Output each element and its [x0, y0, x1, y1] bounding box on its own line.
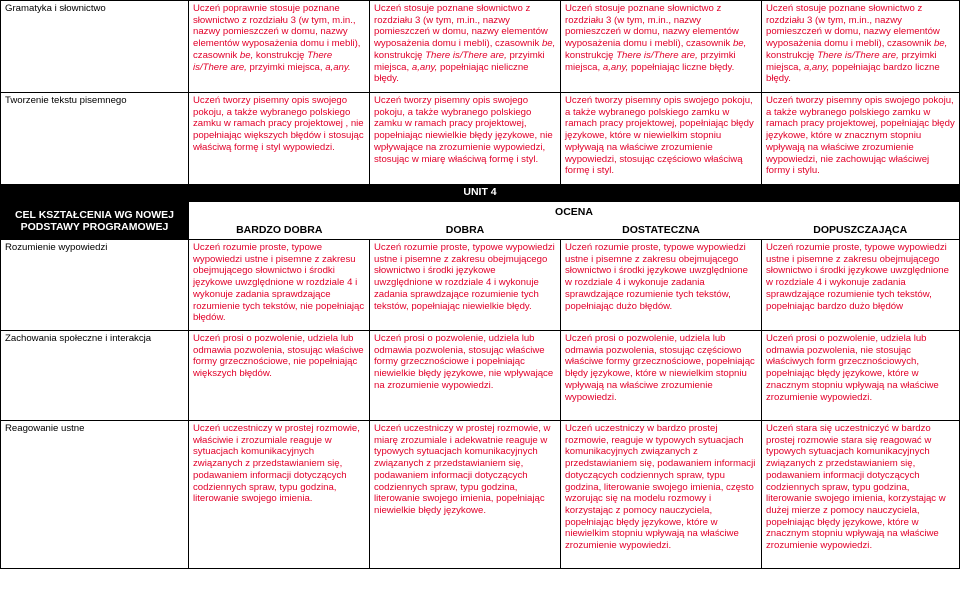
italic-term: There is/There are,: [817, 49, 899, 61]
italic-term: a,any,: [803, 61, 830, 73]
italic-term: be,: [541, 38, 556, 50]
description-cell: [370, 331, 561, 421]
description-cell: [561, 93, 762, 185]
description-text: Uczeń tworzy pisemny opis swojego pokoju, a także wybranego polskiego zamku w ramach pracy projektowej, popełniając błędy językowe, które w znacznym stopniu wpływają na właściwe zrozumienie wypowiedzi, nie zachowując właściwej formy i stylu.: [766, 95, 955, 177]
description-text: Uczeń uczestniczy w prostej rozmowie, właściwie i zrozumiale reaguje w sytuacjach komunikacyjnych związanych z przedstawianiem się, podawaniem informacji dotyczących codziennych spraw, typu godzina, literowanie swojego imienia.: [193, 423, 360, 505]
description-text: Uczeń tworzy pisemny opis swojego pokoju, a także wybranego polskiego zamku w ramach pracy projektowej , nie popełniając większych błędów i stosując właściwą formę i styl wypowiedzi.: [193, 95, 364, 153]
description-cell: [189, 240, 370, 331]
description-text: Uczeń stosuje poznane słownictwo z rozdziału 3 (w tym, m.in., nazwy pomieszczeń w domu, nazwy elementów wyposażenia domu i mebli), czasownik: [565, 3, 739, 50]
description-text: Uczeń stosuje poznane słownictwo z rozdziału 3 (w tym, m.in., nazwy pomieszczeń w domu, nazwy elementów wyposażenia domu i mebli), czasownik: [374, 3, 548, 50]
description-cell: [762, 93, 960, 185]
description-text: Uczeń rozumie proste, typowe wypowiedzi ustne i pisemne z zakresu obejmującego słownictwo i środki językowe uwzględnione w rozdziale 4 i wykonuje zadania sprawdzające rozumienie tych tekstów, popełniając bardzo dużo błędów: [766, 242, 949, 312]
description-text: Uczeń uczestniczy w bardzo prostej rozmowie, reaguje w typowych sytuacjach komunikacyjnych związanych z przedstawianiem się, podawaniem informacji dotyczących codziennych spraw, typu godzina, literowanie swojego imienia, często wzorując się na modelu rozmowy i korzystając z pomocy nauczyciela, popełniając błędy językowe, które w niewielkim stopniu wpływają na właściwe zrozumienie wypowiedzi.: [565, 423, 756, 552]
description-text: Uczeń tworzy pisemny opis swojego pokoju, a także wybranego polskiego zamku w ramach pracy projektowej, popełniając niewielkie błędy językowe, nie wpływające na zrozumienie wypowiedzi, stosując w miarę właściwą formę i styl.: [374, 95, 553, 165]
description-cell: [370, 421, 561, 569]
description-text: popełniając liczne błędy.: [628, 61, 735, 73]
description-text: przyimki miejsca,: [565, 49, 736, 73]
description-text: Uczeń stara się uczestniczyć w bardzo prostej rozmowie stara się reagować w typowych sytuacjach komunikacyjnych związanych z przedstawianiem się, podawaniem informacji dotyczących codziennych spraw, typu godzina, literowanie swojego imienia, korzystając w dużej mierze z pomocy nauczyciela, popełniając błędy językowe, które w znacznym stopniu wpływają na właściwe zrozumienie wypowiedzi.: [766, 423, 946, 552]
description-text: konstrukcję: [374, 49, 426, 61]
criterion-cell: Tworzenie tekstu pisemnego: [1, 93, 189, 185]
italic-term: be,: [732, 38, 747, 50]
description-cell: [189, 421, 370, 569]
description-cell: [370, 1, 561, 93]
description-text: Uczeń stosuje poznane słownictwo z rozdziału 3 (w tym, m.in., nazwy pomieszczeń w domu, nazwy elementów wyposażenia domu i mebli), czasownik: [766, 3, 940, 50]
description-text: Uczeń uczestniczy w prostej rozmowie, w miarę zrozumiale i adekwatnie reaguje w typowych sytuacjach komunikacyjnych związanych z przedstawianiem się, podawaniem informacji dotyczących codziennych spraw, typu godzina, literowanie swojego imienia, popełniając niewielkie błędy językowe.: [374, 423, 551, 516]
description-cell: [762, 331, 960, 421]
criterion-cell: Reagowanie ustne: [1, 421, 189, 569]
goal-header: CEL KSZTAŁCENIA WG NOWEJ PODSTAWY PROGRAMOWEJ: [1, 202, 189, 240]
description-text: Uczeń prosi o pozwolenie, udziela lub odmawia pozwolenia, stosując właściwe formy grzecznościowe, nie popełniając większych błędów.: [193, 333, 364, 380]
italic-term: There is/There are,: [616, 49, 698, 61]
description-cell: [762, 1, 960, 93]
description-text: konstrukcję: [766, 49, 818, 61]
grade-header-dostateczna: DOSTATECZNA: [561, 223, 762, 240]
description-text: przyimki miejsca,: [374, 49, 545, 73]
table-row: [1, 1, 960, 93]
description-cell: [561, 421, 762, 569]
description-cell: [762, 240, 960, 331]
description-cell: [189, 1, 370, 93]
description-text: konstrukcję: [565, 49, 617, 61]
italic-term: a,any,: [411, 61, 438, 73]
table-row: [1, 421, 960, 569]
description-text: Uczeń tworzy pisemny opis swojego pokoju, a także wybranego polskiego zamku w ramach pracy projektowej, popełniając błędy językowe, które w niewielkim stopniu wpływają na właściwe zrozumienie wypowiedzi, stosując częściowo właściwą formę i styl.: [565, 95, 754, 177]
unit-row: [1, 185, 960, 202]
grade-header-dobra: DOBRA: [370, 223, 561, 240]
description-text: przyimki miejsca,: [246, 61, 326, 73]
ocena-row: [1, 202, 960, 224]
italic-term: There is/There are,: [193, 49, 333, 73]
description-text: popełniając bardzo liczne błędy.: [766, 61, 940, 85]
description-text: Uczeń rozumie proste, typowe wypowiedzi ustne i pisemne z zakresu obejmującego słownictwo i środki językowe uwzględnione w rozdziale 4 i wykonuje zadania sprawdzające rozumienie tych tekstów, popełniając niewielkie błędy.: [374, 242, 555, 312]
description-text: Uczeń poprawnie stosuje poznane słownictwo z rozdziału 3 (w tym, m.in., nazwy pomieszczeń w domu, nazwy elementów wyposażenia domu i mebli), czasownik: [193, 3, 361, 61]
grade-header-dopuszczajaca: DOPUSZCZAJĄCA: [762, 223, 960, 240]
description-text: Uczeń prosi o pozwolenie, udziela lub odmawia pozwolenia, stosując częściowo właściwe formy grzecznościowe, popełniając błędy językowe, które w niewielkim stopniu wpływają na właściwe zrozumienie wypowiedzi.: [565, 333, 755, 403]
italic-term: a,any,: [602, 61, 629, 73]
unit-title: UNIT 4: [1, 185, 960, 202]
description-cell: [561, 1, 762, 93]
description-cell: [189, 93, 370, 185]
criterion-cell: Rozumienie wypowiedzi: [1, 240, 189, 331]
italic-term: There is/There are,: [425, 49, 507, 61]
description-text: popełniając nieliczne błędy.: [374, 61, 529, 85]
description-text: konstrukcję: [253, 49, 308, 61]
grade-header-bardzo-dobra: BARDZO DOBRA: [189, 223, 370, 240]
criterion-cell: Gramatyka i słownictwo: [1, 1, 189, 93]
criterion-cell: Zachowania społeczne i interakcja: [1, 331, 189, 421]
description-text: Uczeń prosi o pozwolenie, udziela lub odmawia pozwolenia, stosując właściwe formy grzecznościowe i popełniając niewielkie błędy językowe, nie wpływające na zrozumienie wypowiedzi.: [374, 333, 554, 391]
italic-term: be,: [239, 49, 254, 61]
ocena-header: OCENA: [189, 202, 960, 224]
table-row: [1, 93, 960, 185]
description-cell: [561, 331, 762, 421]
description-cell: [370, 93, 561, 185]
table-row: [1, 240, 960, 331]
italic-term: a,any.: [325, 61, 351, 73]
italic-term: be,: [933, 38, 948, 50]
description-cell: [370, 240, 561, 331]
description-cell: [189, 331, 370, 421]
description-text: Uczeń rozumie proste, typowe wypowiedzi ustne i pisemne z zakresu obejmującego słownictwo i środki językowe uwzględnione w rozdziale 4 i wykonuje zadania sprawdzające rozumienie tych tekstów, popełniając dużo błędów.: [565, 242, 748, 312]
table-row: [1, 331, 960, 421]
description-text: Uczeń prosi o pozwolenie, udziela lub odmawia pozwolenia, nie stosując właściwych form grzecznościowych, popełniając błędy językowe, które w znacznym stopniu wpływają na właściwe zrozumienie wypowiedzi.: [766, 333, 939, 403]
description-text: przyimki miejsca,: [766, 49, 937, 73]
description-text: Uczeń rozumie proste, typowe wypowiedzi ustne i pisemne z zakresu obejmującego słownictwo i środki językowe uwzględnione w rozdziale 4 i wykonuje zadania sprawdzające rozumienie tych tekstów, nie popełniając błędów.: [193, 242, 365, 324]
description-cell: [561, 240, 762, 331]
description-cell: [762, 421, 960, 569]
